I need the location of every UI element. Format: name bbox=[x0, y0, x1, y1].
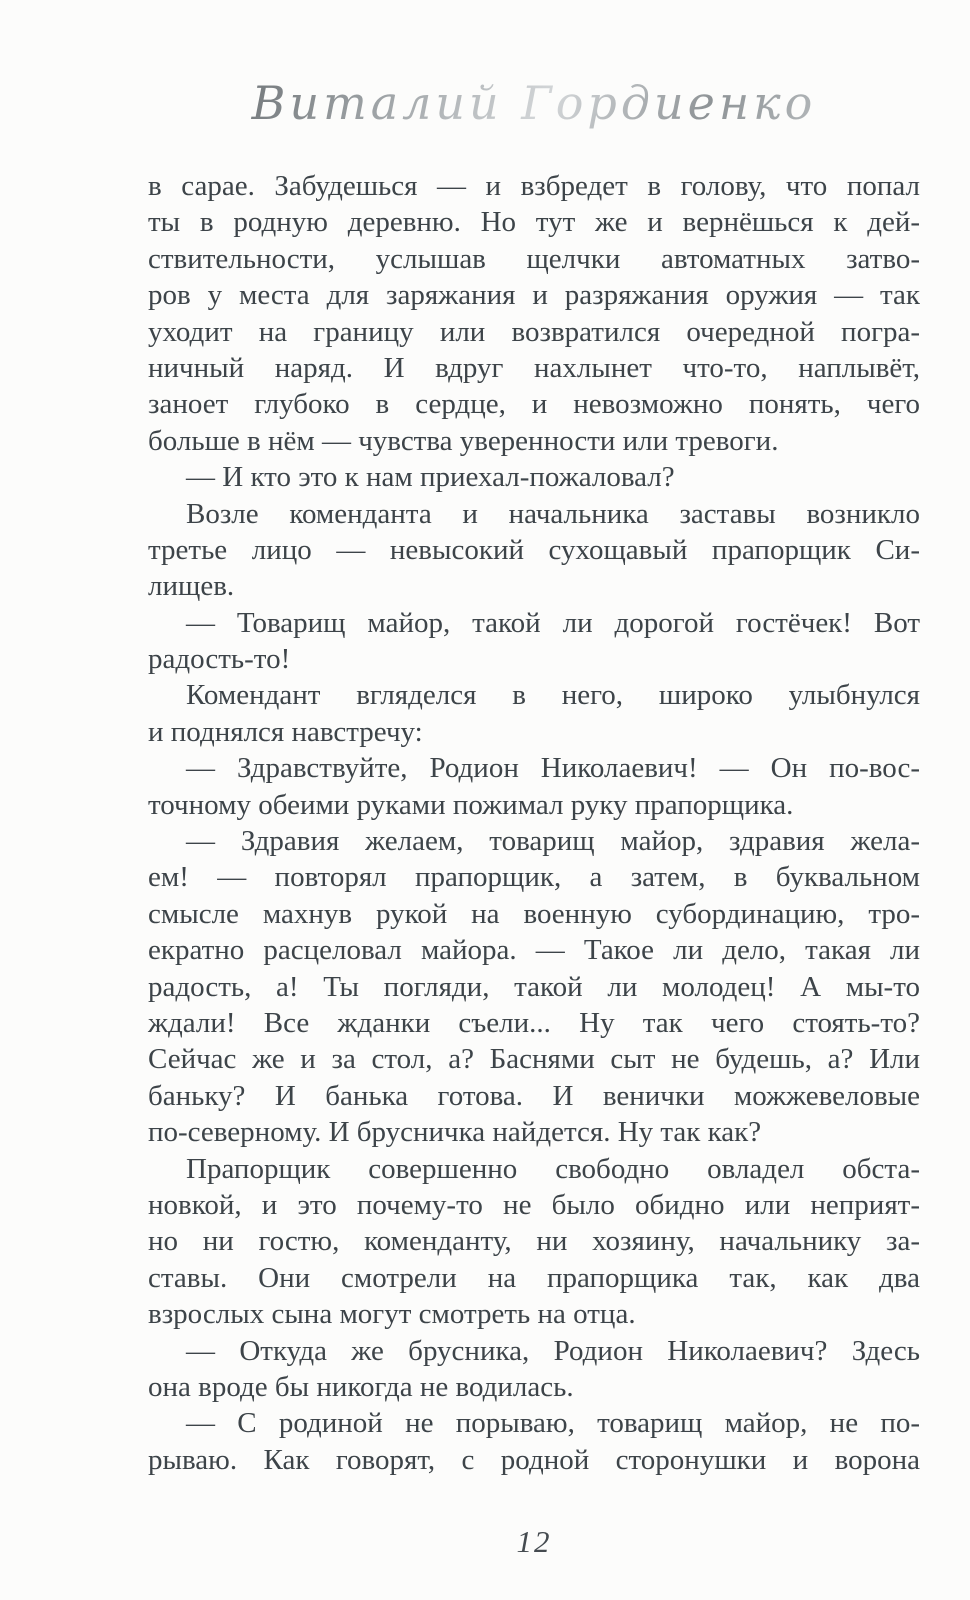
page-number: 12 bbox=[516, 1524, 552, 1559]
text-line: третье лицо — невысокий сухощавый прапорщик Си- bbox=[148, 533, 920, 566]
text-line: — Товарищ майор, такой ли дорогой гостёчек! Вот bbox=[186, 606, 920, 639]
text-line: ждали! Все жданки съели... Ну так чего стоять-то? bbox=[148, 1006, 920, 1039]
text-line: смысле махнув рукой на военную субординацию, тро- bbox=[148, 897, 920, 930]
text-line: взрослых сына могут смотреть на отца. bbox=[148, 1298, 636, 1331]
text-line: Возле коменданта и начальника заставы возникло bbox=[186, 497, 920, 530]
text-line: Сейчас же и за стол, а? Баснями сыт не будешь, а? Или bbox=[148, 1043, 920, 1076]
text-line: ты в родную деревню. Но тут же и вернёшься к дей- bbox=[148, 206, 920, 239]
text-line: екратно расцеловал майора. — Такое ли дело, такая ли bbox=[148, 934, 920, 967]
text-line: заноет глубоко в сердце, и невозможно понять, чего bbox=[148, 388, 920, 421]
text-line: Комендант вгляделся в него, широко улыбнулся bbox=[186, 679, 920, 712]
text-line: ров у места для заряжания и разряжания оружия — так bbox=[148, 279, 920, 312]
text-line: уходит на границу или возвратился очередной погра- bbox=[148, 315, 920, 348]
text-line: Прапорщик совершенно свободно овладел обста- bbox=[186, 1152, 920, 1185]
author-running-head: Виталий Гордиенко bbox=[148, 66, 920, 140]
text-line: рываю. Как говорят, с родной сторонушки и ворона bbox=[148, 1443, 920, 1476]
text-line: и поднялся навстречу: bbox=[148, 715, 423, 748]
text-line: по-северному. И брусничка найдется. Ну так как? bbox=[148, 1116, 762, 1149]
text-line: ставы. Они смотрели на прапорщика так, как два bbox=[148, 1261, 920, 1294]
text-line: она вроде бы никогда не водилась. bbox=[148, 1370, 574, 1403]
text-line: радость-то! bbox=[148, 643, 291, 676]
text-line: но ни гостю, коменданту, ни хозяину, начальнику за- bbox=[148, 1225, 920, 1258]
text-line: баньку? И банька готова. И венички можжевеловые bbox=[148, 1079, 920, 1112]
text-line: — Здравствуйте, Родион Николаевич! — Он по-вос- bbox=[186, 752, 920, 785]
text-line: радость, а! Ты погляди, такой ли молодец! А мы-то bbox=[148, 970, 920, 1003]
text-line: — Откуда же брусника, Родион Николаевич? Здесь bbox=[186, 1334, 920, 1367]
text-line: ем! — повторял прапорщик, а затем, в буквальном bbox=[148, 861, 920, 894]
text-line: — Здравия желаем, товарищ майор, здравия жела- bbox=[186, 825, 920, 858]
text-line: ничный наряд. И вдруг нахлынет что-то, наплывёт, bbox=[148, 351, 920, 384]
text-line: новкой, и это почему-то не было обидно или неприят- bbox=[148, 1188, 920, 1221]
page-body-text bbox=[148, 168, 920, 1478]
text-line: ствительности, услышав щелчки автоматных затво- bbox=[148, 242, 920, 275]
text-line: лищев. bbox=[148, 570, 235, 603]
text-line: — И кто это к нам приехал-пожаловал? bbox=[186, 461, 675, 494]
text-line: — С родиной не порываю, товарищ майор, не по- bbox=[186, 1407, 920, 1440]
text-line: больше в нём — чувства уверенности или тревоги. bbox=[148, 424, 779, 457]
text-line: в сарае. Забудешься — и взбредет в голову, что попал bbox=[148, 170, 920, 202]
text-line: точному обеими руками пожимал руку прапорщика. bbox=[148, 788, 794, 821]
